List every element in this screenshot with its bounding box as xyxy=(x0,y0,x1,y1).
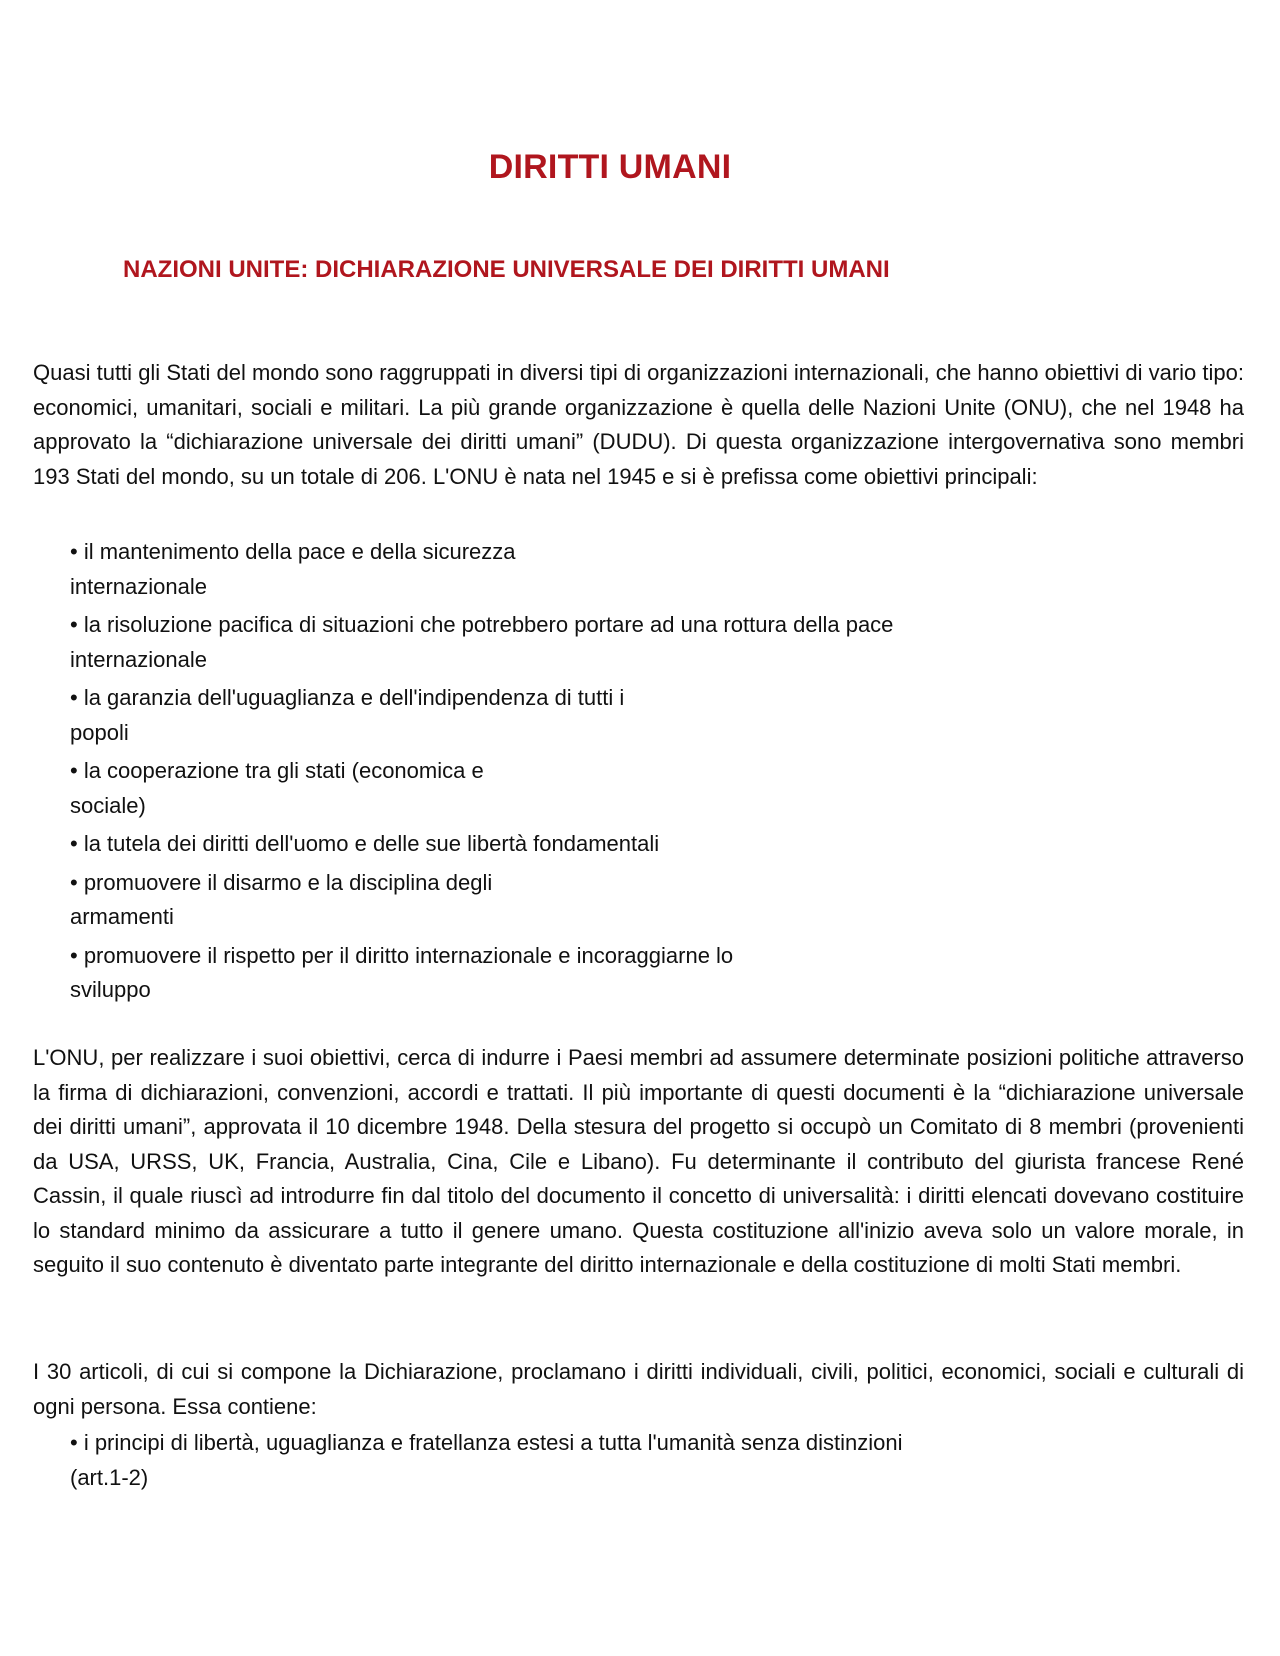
goal-item-line: • il mantenimento della pace e della sicurezza xyxy=(70,539,516,564)
goal-item xyxy=(70,754,893,823)
goal-item xyxy=(70,681,893,750)
goal-item-line: internazionale xyxy=(70,573,207,599)
goal-item-line: armamenti xyxy=(70,904,174,929)
content-item-line: • i principi di libertà, uguaglianza e fratellanza estesi a tutta l'umanità senza distinzioni xyxy=(70,1430,903,1455)
articles-paragraph: I 30 articoli, di cui si compone la Dichiarazione, proclamano i diritti individuali, civili, politici, economici, sociali e culturali di ogni persona. Essa contiene: xyxy=(33,1359,1244,1419)
goal-item xyxy=(70,608,893,677)
content-item xyxy=(70,1426,902,1495)
content-item-line: (art.1-2) xyxy=(70,1464,149,1490)
goal-item-line: • la garanzia dell'uguaglianza e dell'indipendenza di tutti i xyxy=(70,685,625,710)
page-title: DIRITTI UMANI xyxy=(488,148,732,186)
onu-paragraph: L'ONU, per realizzare i suoi obiettivi, cerca di indurre i Paesi membri ad assumere determinate posizioni politiche attraverso la firma di dichiarazioni, convenzioni, accordi e trattati. Il più importante di questi documenti è la “dichiarazione universale dei diritti umani”, approvata il 10 dicembre 1948. Della stesura del progetto si occupò un Comitato di 8 membri (provenienti da USA, URSS, UK, Francia, Australia, Cina, Cile e Libano). Fu determinante il contributo del giurista francese René Cassin, il quale riuscì ad introdurre fin dal titolo del documento il concetto di universalità: i diritti elencati dovevano costituire lo standard minimo da assicurare a tutto il genere umano. Questa costituzione all'inizio aveva solo un valore morale, in seguito il suo contenuto è diventato parte integrante del diritto internazionale e della costituzione di molti Stati membri. xyxy=(33,1045,1244,1277)
intro-paragraph: Quasi tutti gli Stati del mondo sono raggruppati in diversi tipi di organizzazioni internazionali, che hanno obiettivi di vario tipo: economici, umanitari, sociali e militari. La più grande organizzazione è quella delle Nazioni Unite (ONU), che nel 1948 ha approvato la “dichiarazione universale dei diritti umani” (DUDU). Di questa organizzazione intergovernativa sono membri 193 Stati del mondo, su un totale di 206. L'ONU è nata nel 1945 e si è prefissa come obiettivi principali: xyxy=(33,360,1244,489)
goal-item xyxy=(70,939,893,1008)
goal-item-line: • promuovere il rispetto per il diritto internazionale e incoraggiarne lo xyxy=(70,942,734,968)
goal-item xyxy=(70,535,893,604)
goal-item-line: • la cooperazione tra gli stati (economica e xyxy=(70,758,484,783)
section-heading: NAZIONI UNITE: DICHIARAZIONE UNIVERSALE DEI DIRITTI UMANI xyxy=(123,256,890,283)
goal-item-line: popoli xyxy=(70,719,129,745)
goal-item-line: • promuovere il disarmo e la disciplina degli xyxy=(70,869,493,895)
goals-list xyxy=(70,535,893,1012)
goal-item-line: internazionale xyxy=(70,646,207,672)
goal-item xyxy=(70,866,893,935)
goal-item-line: sociale) xyxy=(70,792,146,818)
goal-item xyxy=(70,827,893,862)
goal-item-line: • la risoluzione pacifica di situazioni che potrebbero portare ad una rottura della pace xyxy=(70,612,894,637)
contents-list xyxy=(70,1426,902,1495)
goal-item-line: • la tutela dei diritti dell'uomo e delle sue libertà fondamentali xyxy=(70,831,660,856)
goal-item-line: sviluppo xyxy=(70,977,151,1002)
